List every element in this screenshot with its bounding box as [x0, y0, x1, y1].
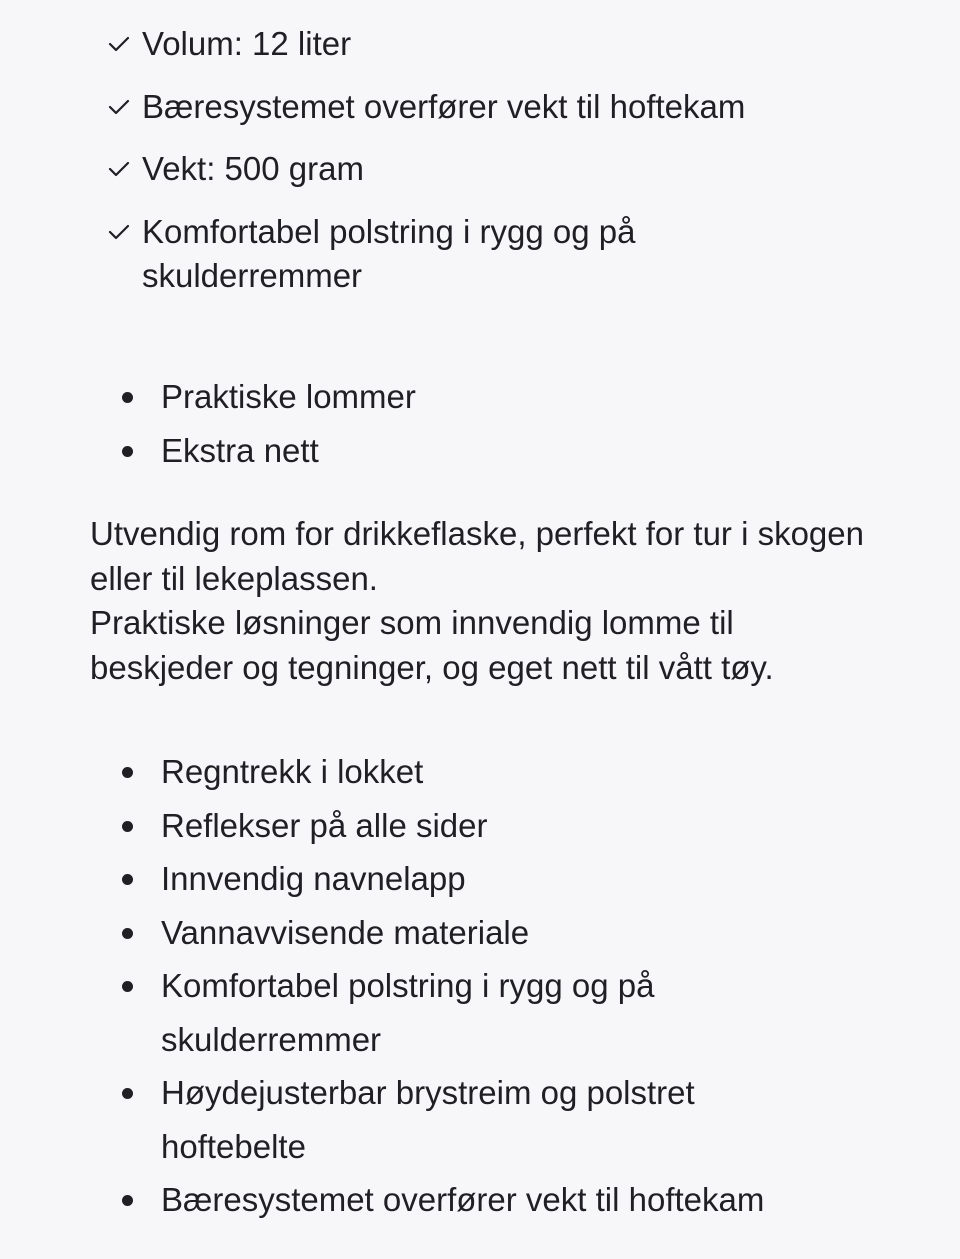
description-paragraph	[90, 512, 890, 690]
bullet-dot-icon	[122, 446, 133, 457]
check-list-item-label: Vekt: 500 gram	[142, 150, 364, 187]
bullet-list-item-label: Komfortabel polstring i rygg og på skulderremmer	[161, 967, 655, 1058]
bullet-list-item-label: Reflekser på alle sider	[161, 806, 488, 844]
paragraph-line-1: Utvendig rom for drikkeflaske, perfekt for tur i skogen eller til lekeplassen.	[90, 515, 864, 597]
bullet-list-item	[120, 1173, 880, 1227]
check-list-item	[108, 210, 762, 298]
check-icon	[108, 98, 130, 116]
check-icon	[108, 160, 130, 178]
feature-bullet-list-1	[120, 370, 880, 477]
bullet-list-item-label: Innvendig navnelapp	[161, 860, 466, 897]
feature-bullet-list-2	[120, 745, 880, 1227]
bullet-dot-icon	[122, 1088, 133, 1099]
bullet-dot-icon	[122, 1195, 133, 1206]
check-list-item-label: Bæresystemet overfører vekt til hoftekam	[142, 87, 746, 125]
bullet-dot-icon	[122, 767, 133, 778]
bullet-dot-icon	[122, 821, 133, 832]
bullet-list-item-label: Regntrekk i lokket	[161, 753, 424, 790]
bullet-list-item-label: Ekstra nett	[161, 431, 319, 469]
bullet-list-item	[120, 745, 880, 799]
check-list-item	[108, 85, 868, 129]
paragraph-line-2: Praktiske løsninger som innvendig lomme til beskjeder og tegninger, og eget nett til vått tøy.	[90, 604, 774, 686]
bullet-dot-icon	[122, 392, 133, 403]
bullet-list-item	[120, 370, 880, 424]
bullet-dot-icon	[122, 981, 133, 992]
check-icon	[108, 35, 130, 53]
bullet-list-item-label: Vannavvisende materiale	[161, 913, 530, 951]
bullet-dot-icon	[122, 928, 133, 939]
bullet-list-item-label: Praktiske lommer	[161, 378, 416, 415]
check-icon	[108, 223, 130, 241]
check-list-item	[108, 22, 868, 66]
bullet-list-item	[120, 1066, 841, 1173]
bullet-dot-icon	[122, 874, 133, 885]
bullet-list-item	[120, 424, 880, 478]
check-list-item	[108, 147, 868, 191]
bullet-list-item	[120, 959, 801, 1066]
check-list-item-label: Volum: 12 liter	[142, 25, 352, 62]
feature-check-list	[108, 22, 868, 316]
check-list-item-label: Komfortabel polstring i rygg og på skulderremmer	[142, 212, 636, 294]
bullet-list-item	[120, 852, 880, 906]
bullet-list-item-label: Bæresystemet overfører vekt til hoftekam	[161, 1181, 765, 1218]
bullet-list-item-label: Høydejusterbar brystreim og polstret hoftebelte	[161, 1074, 695, 1165]
bullet-list-item	[120, 906, 880, 960]
bullet-list-item	[120, 799, 880, 853]
